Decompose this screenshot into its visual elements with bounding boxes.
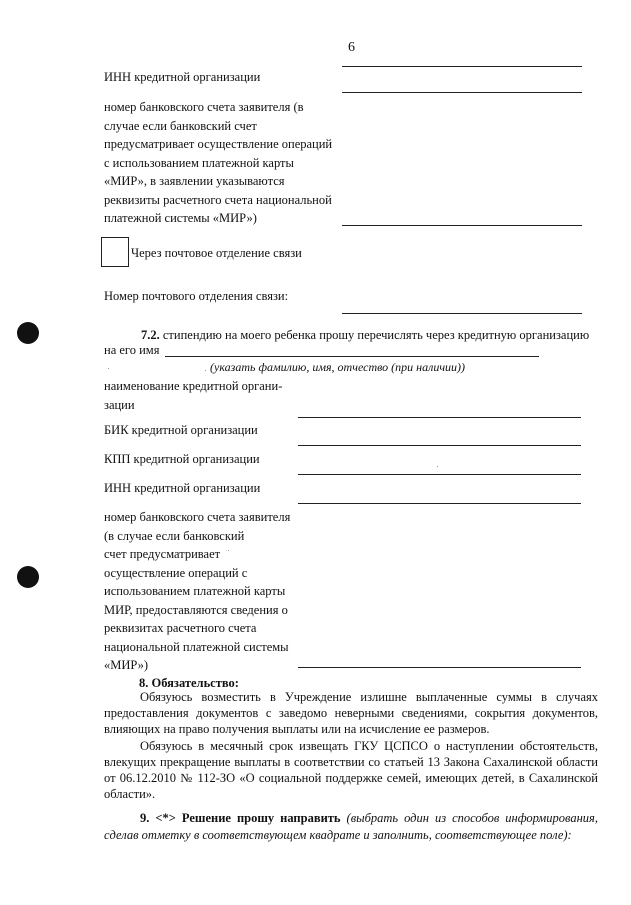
section-8-paragraph-1: Обязуюсь возместить в Учреждение излишне выплаченные суммы в случаях предоставления документов с заведомо неверными сведениями, сокрытия документов, влияющих на право получения выплаты или на исчисление ее размеров. [104,690,598,736]
kpp-label: КПП кредитной организации [104,452,260,466]
page-number: 6 [348,40,355,55]
bik-field-line[interactable] [298,445,581,446]
account-field-line-2[interactable] [298,667,581,668]
inn-label-1: ИНН кредитной организации [104,70,261,84]
field-line-top [342,66,582,67]
bank-name-label: наименование кредитной органи- зации [104,379,283,412]
account-label-2: номер банковского счета заявителя (в случае если банковский счет предусматривает осуществление операций с использованием платежной карты МИР, предоставляются сведения о реквизитах расчетного счета национальной платежной системы «МИР») [104,510,291,672]
punch-hole-top [17,322,39,344]
post-option-checkbox[interactable] [101,237,129,267]
scan-speck [108,368,109,369]
scan-speck [437,466,438,467]
section-8-title: 8. Обязательство: [139,676,239,690]
section-7-2-line1: 7.2. стипендию на моего ребенка прошу перечислять через кредитную организацию [141,328,590,342]
bik-label: БИК кредитной организации [104,423,258,437]
section-8-paragraph-2: Обязуюсь в месячный срок извещать ГКУ ЦСПСО о наступлении обстоятельств, влекущих прекращение выплаты в соответствии со статьей 13 Закона Сахалинской области от 06.12.2010 № 112-ЗО «О социальной поддержке семей, имеющих детей, в Сахалинской области». [104,739,598,801]
kpp-field-line[interactable] [298,474,581,475]
account-field-line-1[interactable] [342,225,582,226]
child-name-field-line[interactable] [165,356,539,357]
post-number-label: Номер почтового отделения связи: [104,289,289,303]
scan-speck [228,550,229,551]
post-number-field-line[interactable] [342,313,582,314]
inn-field-line-2[interactable] [298,503,581,504]
bank-name-field-line[interactable] [298,417,581,418]
inn-field-line-1[interactable] [342,92,582,93]
child-name-hint: (указать фамилию, имя, отчество (при наличии)) [210,360,466,374]
account-label-1: номер банковского счета заявителя (в случае если банковский счет предусматривает осуществление операций с использованием платежной карты «МИР», в заявлении указываются реквизиты расчетного счета национальной платежной системы «МИР») [104,100,333,225]
inn-label-2: ИНН кредитной организации [104,481,261,495]
section-7-2-line2: на его имя [104,343,160,357]
punch-hole-bottom [17,566,39,588]
scan-speck [205,370,206,371]
post-option-label: Через почтовое отделение связи [131,246,302,260]
section-9-text: 9. <*> Решение прошу направить (выбрать один из способов информирования, сделав отметку в соответствующем квадрате и заполнить, соответствующее поле): [104,811,598,842]
